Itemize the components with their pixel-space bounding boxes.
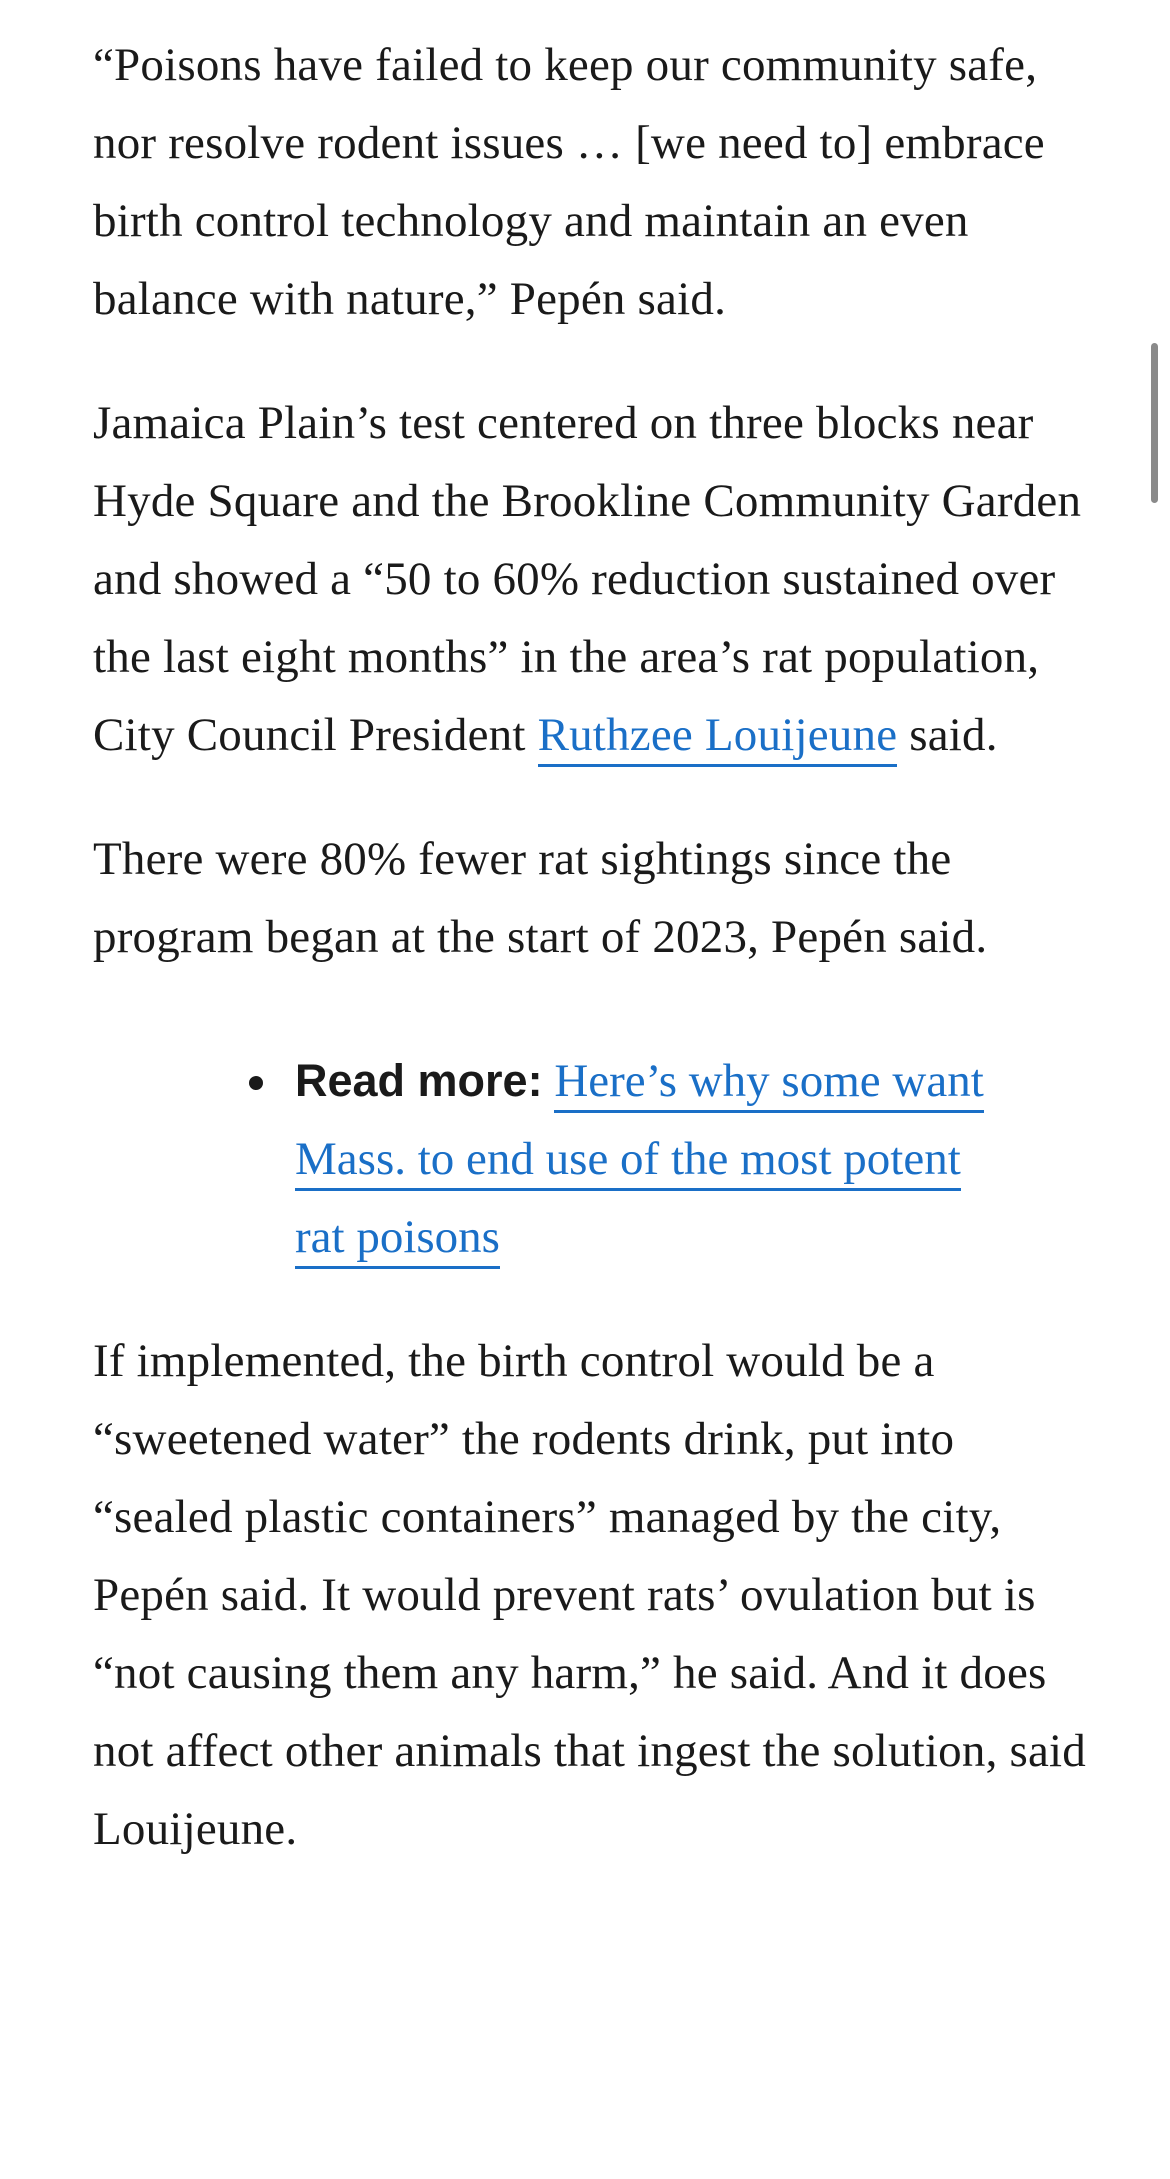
bullet-icon [249, 1076, 263, 1090]
paragraph-text-before-link: Jamaica Plain’s test centered on three blocks near Hyde Square and the Brookline Community Garden and showed a “50 to 60% reduction sustained over the last eight months” in the area’s rat population, City Council President [93, 397, 1082, 761]
scrollbar-thumb[interactable] [1151, 343, 1158, 503]
paragraph-jamaica-plain-test [93, 384, 1093, 774]
read-more-list [93, 1042, 1093, 1276]
read-more-link[interactable]: Here’s why some want Mass. to end use of the most potent rat poisons [295, 1055, 984, 1269]
paragraph-birth-control-details: If implemented, the birth control would be a “sweetened water” the rodents drink, put into “sealed plastic containers” managed by the city, Pepén said. It would prevent rats’ ovulation but is “not causing them any harm,” he said. And it does not affect other animals that ingest the solution, said Louijeune. [93, 1335, 1086, 1855]
paragraph-text-after-link: said. [897, 709, 998, 761]
ruthzee-louijeune-link[interactable]: Ruthzee Louijeune [538, 709, 898, 767]
paragraph-poisons-quote: “Poisons have failed to keep our community safe, nor resolve rodent issues … [we need to] embrace birth control technology and maintain an even balance with nature,” Pepén said. [93, 39, 1045, 325]
paragraph-rat-sightings: There were 80% fewer rat sightings since the program began at the start of 2023, Pepén said. [93, 833, 988, 963]
article-body [93, 26, 1093, 1914]
read-more-item [295, 1042, 1015, 1276]
read-more-label: Read more: [295, 1055, 543, 1106]
